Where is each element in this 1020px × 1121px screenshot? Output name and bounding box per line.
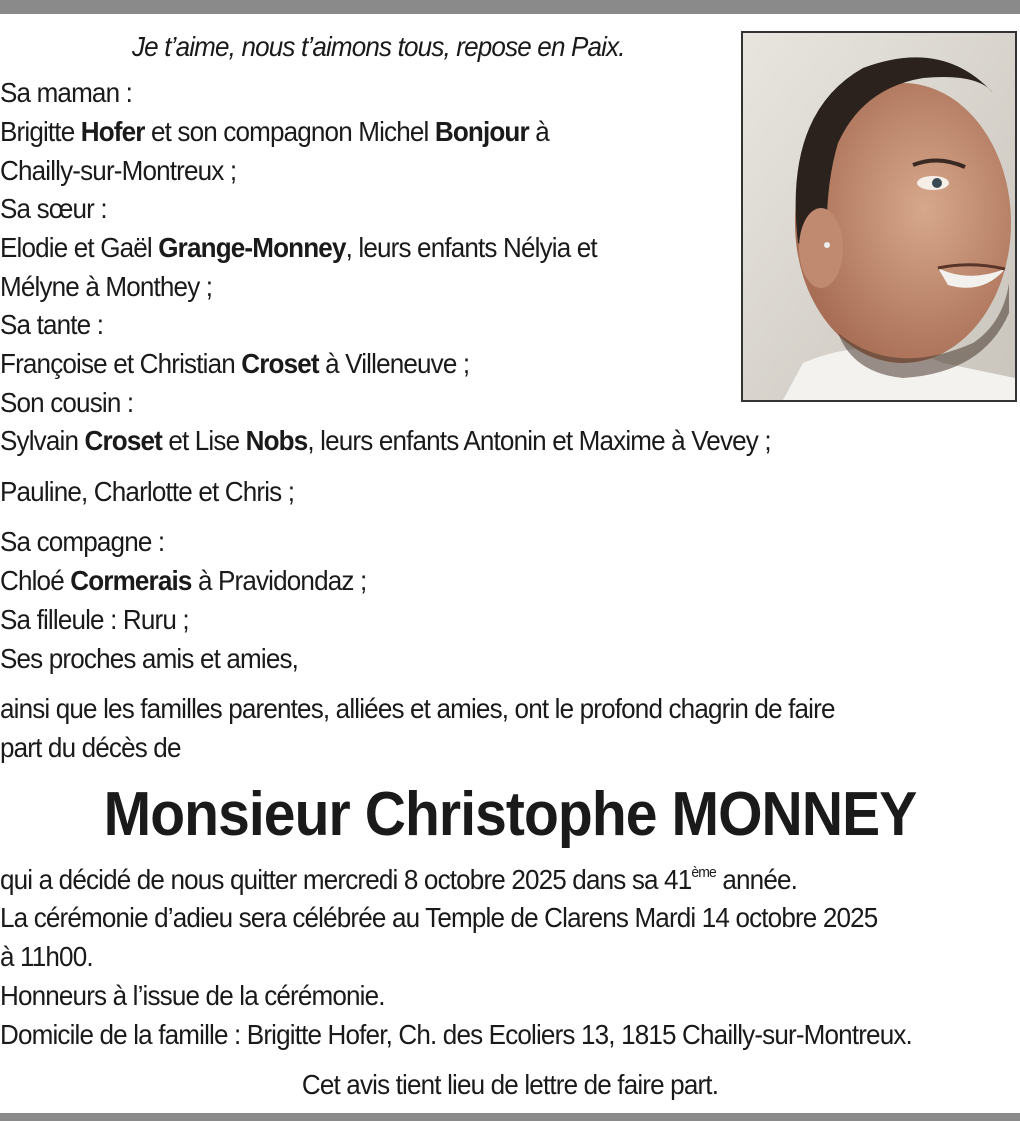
- bottom-rule: [0, 1113, 1020, 1121]
- partner-line: Chloé Cormerais à Pravidondaz ;: [0, 565, 367, 596]
- sister-line-2: Mélyne à Monthey ;: [0, 271, 213, 302]
- portrait-photo: [741, 31, 1017, 402]
- announcement-line-1: ainsi que les familles parentes, alliées et amies, ont le profond chagrin de faire: [0, 693, 835, 724]
- cousin-line: Sylvain Croset et Lise Nobs, leurs enfants Antonin et Maxime à Vevey ;: [0, 425, 771, 456]
- cousin-partner-surname: Nobs: [245, 425, 308, 456]
- sister-line: Elodie et Gaël Grange-Monney, leurs enfants Nélyia et: [0, 232, 597, 263]
- aunt-heading: Sa tante :: [0, 309, 104, 340]
- announcement-line-2: part du décès de: [0, 732, 181, 763]
- honours-line: Honneurs à l’issue de la cérémonie.: [0, 980, 385, 1011]
- ceremony-line-1: La cérémonie d’adieu sera célébrée au Temple de Clarens Mardi 14 octobre 2025: [0, 902, 878, 933]
- goddaughter-line: Sa filleule : Ruru ;: [0, 604, 189, 635]
- ceremony-line-2: à 11h00.: [0, 941, 93, 972]
- partner-surname: Cormerais: [70, 565, 192, 596]
- mother-heading: Sa maman :: [0, 77, 133, 108]
- passing-line: qui a décidé de nous quitter mercredi 8 octobre 2025 dans sa 41ème année.: [0, 864, 798, 895]
- close-friends-line: Ses proches amis et amies,: [0, 643, 299, 674]
- domicile-line: Domicile de la famille : Brigitte Hofer, Ch. des Ecoliers 13, 1815 Chailly-sur-Montreux.: [0, 1019, 912, 1050]
- top-rule: [0, 0, 1020, 14]
- sister-surname: Grange-Monney: [158, 232, 346, 263]
- sister-heading: Sa sœur :: [0, 193, 107, 224]
- cousin-surname: Croset: [84, 425, 162, 456]
- partner-heading: Sa compagne :: [0, 526, 165, 557]
- mother-place: Chailly-sur-Montreux ;: [0, 155, 237, 186]
- aunt-surname: Croset: [241, 348, 319, 379]
- mother-line: Brigitte Hofer et son compagnon Michel Bonjour à: [0, 116, 549, 147]
- closing-line: Cet avis tient lieu de lettre de faire part.: [301, 1069, 719, 1100]
- cousin-heading: Son cousin :: [0, 387, 134, 418]
- motto: Je t’aime, nous t’aimons tous, repose en Paix.: [132, 31, 625, 62]
- friends-line: Pauline, Charlotte et Chris ;: [0, 476, 295, 507]
- ordinal-suffix: ème: [691, 864, 716, 881]
- mother-partner-surname: Bonjour: [434, 116, 529, 147]
- aunt-line: Françoise et Christian Croset à Villeneuve ;: [0, 348, 470, 379]
- deceased-name: Monsieur Christophe MONNEY: [103, 780, 917, 849]
- mother-surname: Hofer: [80, 116, 145, 147]
